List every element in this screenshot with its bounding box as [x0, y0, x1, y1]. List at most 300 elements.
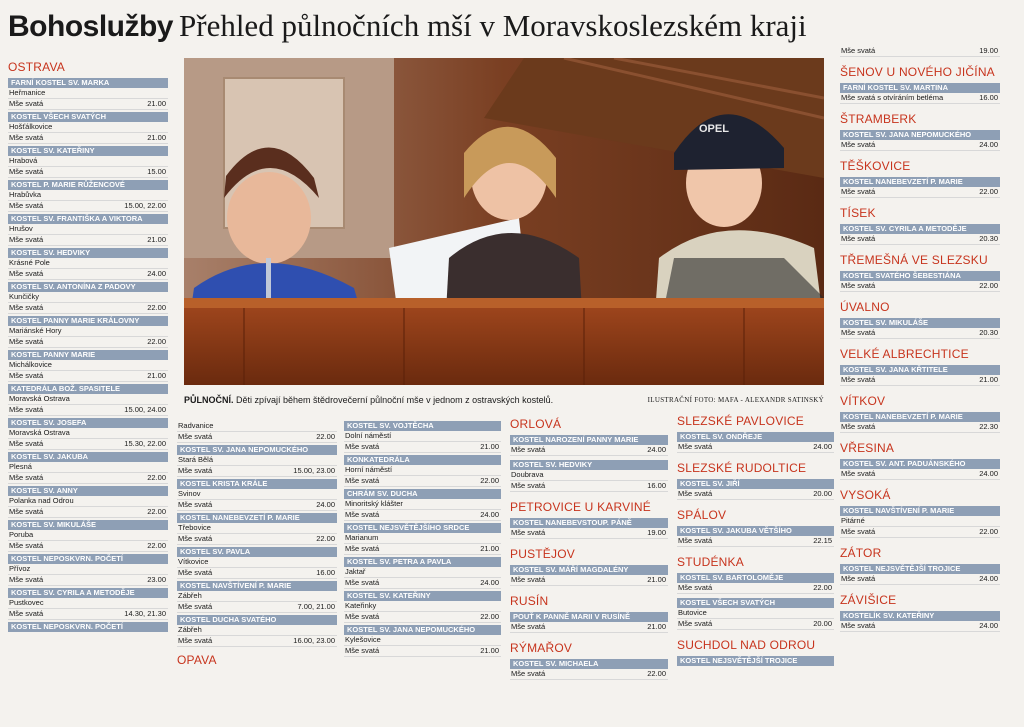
mass-time-line	[677, 489, 834, 500]
mass-time: 20.00	[813, 619, 832, 628]
mass-label: Mše svatá	[841, 281, 876, 290]
town-heading: ŠENOV U NOVÉHO JIČÍNA	[840, 65, 995, 79]
mass-time-line	[840, 93, 1000, 104]
mass-time-line	[8, 405, 168, 416]
mass-time-line	[677, 536, 834, 547]
mass-time-line	[344, 578, 501, 589]
mass-time-line	[510, 481, 668, 492]
location-line	[344, 567, 501, 578]
church-name: KOSTEL SV. MIKULÁŠE	[840, 318, 1000, 328]
listing-entry	[840, 488, 1000, 503]
mass-time: 16.00	[647, 481, 666, 490]
listing-entry	[677, 656, 834, 666]
church-name: FARNÍ KOSTEL SV. MARTINA	[840, 83, 1000, 93]
mass-time-line	[840, 375, 1000, 386]
listing-column-4	[510, 417, 668, 680]
town-heading: TĚŠKOVICE	[840, 159, 911, 173]
listing-entry	[177, 479, 337, 511]
church-name: KOSTEL SV. JOSEFA	[8, 418, 168, 428]
location-line	[8, 326, 168, 337]
town-heading: OPAVA	[177, 653, 217, 667]
listing-column-6	[840, 46, 1000, 632]
listing-entry	[8, 588, 168, 620]
listing-entry	[840, 506, 1000, 538]
mass-time-line	[840, 140, 1000, 151]
location-name: Doubrava	[511, 470, 544, 479]
mass-label: Mše svatá	[841, 422, 876, 431]
mass-time: 21.00	[480, 442, 499, 451]
listing-entry	[840, 112, 1000, 127]
mass-time: 22.00	[813, 583, 832, 592]
church-name: KOSTEL SV. BARTOLOMĚJE	[677, 573, 834, 583]
mass-label: Mše svatá	[511, 622, 546, 631]
mass-time-line	[177, 500, 337, 511]
location-line	[8, 258, 168, 269]
listing-entry	[344, 421, 501, 453]
town-heading: SPÁLOV	[677, 508, 727, 522]
church-name: KOSTEL SV. PAVLA	[177, 547, 337, 557]
town-heading: VYSOKÁ	[840, 488, 891, 502]
church-name: CHRÁM SV. DUCHA	[344, 489, 501, 499]
location-line	[344, 533, 501, 544]
mass-time: 24.00	[316, 500, 335, 509]
mass-time-line	[177, 568, 337, 579]
mass-time-line	[8, 269, 168, 280]
listing-entry	[510, 641, 668, 656]
mass-time: 21.00	[979, 375, 998, 384]
mass-time-line	[344, 510, 501, 521]
mass-label: Mše svatá	[345, 510, 380, 519]
listing-entry	[8, 112, 168, 144]
location-line	[177, 591, 337, 602]
mass-label: Mše svatá	[9, 303, 44, 312]
mass-time-line	[177, 636, 337, 647]
church-name: KOSTEL NAVŠTÍVENÍ P. MARIE	[840, 506, 1000, 516]
church-name: KOSTEL SV. MÁŘÍ MAGDALÉNY	[510, 565, 668, 575]
church-name: KOSTEL SV. KATEŘINY	[8, 146, 168, 156]
listing-entry	[8, 316, 168, 348]
town-heading: SUCHDOL NAD ODROU	[677, 638, 816, 652]
location-name: Michálkovice	[9, 360, 52, 369]
mass-time-line	[840, 527, 1000, 538]
location-name: Zábřeh	[178, 591, 202, 600]
church-name: KOSTEL NEJSVĚTĚJŠÍ TROJICE	[840, 564, 1000, 574]
mass-label: Mše svatá	[9, 575, 44, 584]
mass-label: Mše svatá	[841, 469, 876, 478]
location-line	[8, 224, 168, 235]
location-line	[8, 156, 168, 167]
church-name: KOSTEL SVATÉHO ŠEBESTIÁNA	[840, 271, 1000, 281]
location-name: Marianum	[345, 533, 379, 542]
mass-label: Mše svatá	[841, 375, 876, 384]
page-title	[8, 8, 807, 52]
mass-label: Mše svatá	[9, 201, 44, 210]
location-name: Hrušov	[9, 224, 33, 233]
listing-entry	[344, 455, 501, 487]
mass-label: Mše svatá	[178, 500, 213, 509]
choir-photo	[184, 58, 824, 385]
mass-time: 21.00	[147, 235, 166, 244]
location-line	[177, 489, 337, 500]
mass-label: Mše svatá	[178, 568, 213, 577]
mass-time: 22.00	[147, 473, 166, 482]
listing-entry	[840, 130, 1000, 151]
location-name: Butovice	[678, 608, 707, 617]
church-name: KOSTEL NEJSVĚTĚJŠÍHO SRDCE	[344, 523, 501, 533]
church-name: KOSTEL VŠECH SVATÝCH	[677, 598, 834, 608]
listing-entry	[510, 547, 668, 562]
mass-time: 24.00	[813, 442, 832, 451]
location-line	[177, 455, 337, 466]
listing-column-3	[344, 421, 501, 657]
mass-label: Mše svatá	[841, 187, 876, 196]
caption-emphasis: PŮLNOČNÍ.	[184, 395, 234, 405]
listing-entry	[177, 581, 337, 613]
mass-time-line	[840, 187, 1000, 198]
listing-entry	[840, 611, 1000, 632]
mass-time: 22.15	[813, 536, 832, 545]
listing-entry	[840, 365, 1000, 386]
mass-time: 21.00	[147, 99, 166, 108]
town-heading: VÍTKOV	[840, 394, 886, 408]
listing-entry	[677, 526, 834, 547]
listing-entry	[177, 547, 337, 579]
listing-entry	[177, 653, 337, 668]
mass-label: Mše svatá	[841, 621, 876, 630]
location-line	[177, 625, 337, 636]
church-name: KOSTEL SV. JAKUBA VĚTŠÍHO	[677, 526, 834, 536]
mass-label: Mše svatá	[9, 235, 44, 244]
listing-entry	[840, 271, 1000, 292]
mass-time: 24.00	[647, 445, 666, 454]
mass-time-line	[840, 46, 1000, 57]
location-line	[177, 557, 337, 568]
listing-entry	[8, 282, 168, 314]
mass-label: Mše svatá	[9, 405, 44, 414]
listing-entry	[677, 508, 834, 523]
listing-entry	[840, 394, 1000, 409]
mass-time: 22.00	[147, 337, 166, 346]
mass-time: 24.00	[979, 621, 998, 630]
mass-label: Mše svatá	[841, 140, 876, 149]
church-name: KOSTEL DUCHA SVATÉHO	[177, 615, 337, 625]
mass-time-line	[677, 583, 834, 594]
mass-time-line	[840, 574, 1000, 585]
mass-time: 22.00	[316, 534, 335, 543]
listing-entry	[510, 594, 668, 609]
mass-time: 23.00	[147, 575, 166, 584]
church-name: POUŤ K PANNĚ MARII V RUSÍNĚ	[510, 612, 668, 622]
cap-text: OPEL	[699, 123, 729, 135]
mass-label: Mše svatá	[9, 133, 44, 142]
mass-time: 22.00	[316, 432, 335, 441]
mass-time: 15.00, 23.00	[293, 466, 335, 475]
mass-time: 14.30, 21.30	[124, 609, 166, 618]
location-name: Heřmanice	[9, 88, 46, 97]
mass-time-line	[510, 622, 668, 633]
listing-entry	[510, 659, 668, 680]
location-name: Zábřeh	[178, 625, 202, 634]
mass-time-line	[677, 442, 834, 453]
listing-entry	[677, 432, 834, 453]
mass-time-line	[8, 235, 168, 246]
listing-entry	[8, 418, 168, 450]
church-name: KOSTEL NANEBEVZETÍ P. MARIE	[177, 513, 337, 523]
mass-label: Mše svatá	[511, 575, 546, 584]
mass-label: Mše svatá	[841, 527, 876, 536]
church-name: KOSTEL SV. CYRILA A METODĚJE	[8, 588, 168, 598]
mass-time: 21.00	[647, 575, 666, 584]
mass-label: Mše svatá	[511, 528, 546, 537]
church-name: KOSTEL SV. JANA NEPOMUCKÉHO	[840, 130, 1000, 140]
listing-entry	[677, 638, 834, 653]
listing-entry	[8, 248, 168, 280]
mass-time: 16.00	[979, 93, 998, 102]
town-heading: ZÁTOR	[840, 546, 882, 560]
mass-time: 15.00	[147, 167, 166, 176]
location-line	[8, 598, 168, 609]
location-line	[8, 462, 168, 473]
location-line	[8, 496, 168, 507]
listing-entry	[677, 555, 834, 570]
listing-entry	[840, 224, 1000, 245]
church-name: KOSTEL SV. ONDŘEJE	[677, 432, 834, 442]
mass-time-line	[8, 133, 168, 144]
mass-time-line	[344, 476, 501, 487]
mass-label: Mše svatá	[345, 476, 380, 485]
town-heading: SLEZSKÉ RUDOLTICE	[677, 461, 807, 475]
mass-label: Mše svatá	[345, 442, 380, 451]
church-name: KOSTEL SV. HEDVIKY	[8, 248, 168, 258]
church-name: KOSTEL SV. FRANTIŠKA A VIKTORA	[8, 214, 168, 224]
mass-time-line	[510, 528, 668, 539]
mass-label: Mše svatá	[678, 442, 713, 451]
listing-entry	[840, 46, 1000, 57]
listing-entry	[840, 459, 1000, 480]
location-name: Krásné Pole	[9, 258, 50, 267]
mass-time-line	[840, 328, 1000, 339]
church-name: KOSTEL SV. MICHAELA	[510, 659, 668, 669]
church-name: KOSTEL SV. MIKULÁŠE	[8, 520, 168, 530]
listing-entry	[177, 445, 337, 477]
church-name: KOSTEL NAVŠTÍVENÍ P. MARIE	[177, 581, 337, 591]
mass-time-line	[677, 619, 834, 630]
location-name: Minoritský klášter	[345, 499, 403, 508]
listing-entry	[8, 350, 168, 382]
town-heading: RUSÍN	[510, 594, 549, 608]
location-name: Kylešovice	[345, 635, 381, 644]
location-line	[344, 499, 501, 510]
town-heading: ŠTRAMBERK	[840, 112, 917, 126]
location-line	[8, 564, 168, 575]
listing-entry	[510, 518, 668, 539]
mass-time: 21.00	[480, 544, 499, 553]
church-name: KOSTEL SV. CYRILA A METODĚJE	[840, 224, 1000, 234]
location-line	[8, 292, 168, 303]
listing-entry	[510, 460, 668, 492]
location-line	[344, 601, 501, 612]
location-name: Svinov	[178, 489, 201, 498]
listing-entry	[8, 486, 168, 518]
mass-time: 24.00	[979, 469, 998, 478]
mass-time: 20.30	[979, 328, 998, 337]
church-name: KOSTEL SV. ANT. PADUÁNSKÉHO	[840, 459, 1000, 469]
mass-time-line	[510, 445, 668, 456]
listing-entry	[344, 557, 501, 589]
location-line	[8, 122, 168, 133]
church-name: KOSTEL NAROZENÍ PANNY MARIE	[510, 435, 668, 445]
listing-column-1	[8, 60, 168, 632]
location-name: Hošťálkovice	[9, 122, 53, 131]
mass-time-line	[344, 442, 501, 453]
mass-time-line	[8, 201, 168, 212]
mass-time-line	[510, 575, 668, 586]
mass-time: 22.00	[147, 303, 166, 312]
mass-time: 22.30	[979, 422, 998, 431]
listing-entry	[8, 146, 168, 178]
listing-entry	[840, 159, 1000, 174]
location-line	[8, 394, 168, 405]
town-heading: ÚVALNO	[840, 300, 890, 314]
listing-entry	[8, 520, 168, 552]
mass-time-line	[177, 432, 337, 443]
listing-entry	[510, 612, 668, 633]
location-name: Radvanice	[178, 421, 214, 430]
mass-time-line	[344, 612, 501, 623]
listing-entry	[344, 523, 501, 555]
mass-time-line	[8, 167, 168, 178]
mass-label: Mše svatá	[345, 544, 380, 553]
location-line	[8, 428, 168, 439]
mass-time: 16.00, 23.00	[293, 636, 335, 645]
listing-entry	[840, 593, 1000, 608]
mass-label: Mše svatá	[178, 534, 213, 543]
mass-label: Mše svatá	[9, 507, 44, 516]
church-name: KOSTEL SV. VOJTĚCHA	[344, 421, 501, 431]
mass-label: Mše svatá	[841, 234, 876, 243]
listing-entry	[344, 591, 501, 623]
mass-time: 22.00	[480, 476, 499, 485]
mass-label: Mše svatá	[9, 541, 44, 550]
town-heading: RÝMAŘOV	[510, 641, 573, 655]
mass-time: 22.00	[979, 187, 998, 196]
town-heading: VELKÉ ALBRECHTICE	[840, 347, 969, 361]
mass-time: 22.00	[480, 612, 499, 621]
church-name: KOSTEL NEPOSKVRN. POČETÍ	[8, 622, 168, 632]
listing-entry	[8, 60, 168, 75]
listing-column-2	[177, 421, 337, 671]
mass-label: Mše svatá	[178, 636, 213, 645]
mass-label: Mše svatá	[345, 578, 380, 587]
listing-entry	[677, 479, 834, 500]
listing-entry	[840, 564, 1000, 585]
mass-label: Mše svatá	[178, 466, 213, 475]
mass-time-line	[177, 466, 337, 477]
choir-photo-illustration	[184, 58, 824, 385]
mass-time-line	[8, 371, 168, 382]
mass-time: 21.00	[647, 622, 666, 631]
church-name: KONKATEDRÁLA	[344, 455, 501, 465]
church-name: KOSTEL VŠECH SVATÝCH	[8, 112, 168, 122]
mass-time: 22.00	[147, 507, 166, 516]
mass-label: Mše svatá	[841, 328, 876, 337]
mass-time: 19.00	[647, 528, 666, 537]
listing-entry	[8, 78, 168, 110]
location-name: Dolní náměstí	[345, 431, 392, 440]
town-heading: SLEZSKÉ PAVLOVICE	[677, 414, 805, 428]
mass-time: 20.00	[813, 489, 832, 498]
mass-time: 24.00	[480, 510, 499, 519]
mass-time-line	[840, 281, 1000, 292]
location-name: Mariánské Hory	[9, 326, 62, 335]
mass-time-line	[8, 337, 168, 348]
mass-time-line	[8, 609, 168, 620]
town-heading: STUDÉNKA	[677, 555, 744, 569]
listing-entry	[677, 598, 834, 630]
church-name: KOSTEL SV. JAKUBA	[8, 452, 168, 462]
location-line	[510, 470, 668, 481]
mass-time: 21.00	[147, 371, 166, 380]
location-name: Stará Bělá	[178, 455, 214, 464]
listing-entry	[840, 253, 1000, 268]
mass-time: 24.00	[147, 269, 166, 278]
listing-entry	[840, 177, 1000, 198]
mass-label: Mše svatá	[9, 167, 44, 176]
listing-entry	[510, 500, 668, 515]
mass-label: Mše svatá	[178, 602, 213, 611]
location-name: Polanka nad Odrou	[9, 496, 74, 505]
church-name: KOSTEL SV. ANNY	[8, 486, 168, 496]
mass-time-line	[8, 473, 168, 484]
mass-label: Mše svatá	[345, 646, 380, 655]
mass-time: 15.30, 22.00	[124, 439, 166, 448]
mass-time-line	[8, 541, 168, 552]
church-name: KOSTEL SV. HEDVIKY	[510, 460, 668, 470]
listing-entry	[677, 461, 834, 476]
church-name: KOSTEL NEPOSKVRN. POČETÍ	[8, 554, 168, 564]
town-heading: TŘEMEŠNÁ VE SLEZSKU	[840, 253, 988, 267]
location-line	[344, 465, 501, 476]
listing-entry	[177, 421, 337, 443]
location-line	[8, 190, 168, 201]
location-name: Poruba	[9, 530, 34, 539]
church-name: KOSTEL NANEBEVZETÍ P. MARIE	[840, 412, 1000, 422]
mass-time-line	[344, 646, 501, 657]
mass-time-line	[840, 422, 1000, 433]
listing-entry	[840, 65, 1000, 80]
mass-time: 24.00	[480, 578, 499, 587]
mass-time-line	[177, 534, 337, 545]
mass-time-line	[840, 621, 1000, 632]
church-name: KOSTEL KRISTA KRÁLE	[177, 479, 337, 489]
town-heading: TÍSEK	[840, 206, 876, 220]
mass-label: Mše svatá	[841, 574, 876, 583]
listing-entry	[8, 214, 168, 246]
location-line	[8, 88, 168, 99]
town-heading: PETROVICE U KARVINÉ	[510, 500, 651, 514]
mass-time-line	[8, 99, 168, 110]
mass-label: Mše svatá	[9, 99, 44, 108]
location-name: Třebovice	[178, 523, 211, 532]
location-name: Kunčičky	[9, 292, 40, 301]
location-name: Jaktař	[345, 567, 366, 576]
title-kicker: Bohoslužby	[8, 10, 173, 43]
mass-label: Mše svatá	[178, 432, 213, 441]
mass-label: Mše svatá	[9, 269, 44, 278]
mass-label: Mše svatá	[9, 371, 44, 380]
listing-entry	[840, 546, 1000, 561]
church-name: KOSTEL PANNY MARIE	[8, 350, 168, 360]
